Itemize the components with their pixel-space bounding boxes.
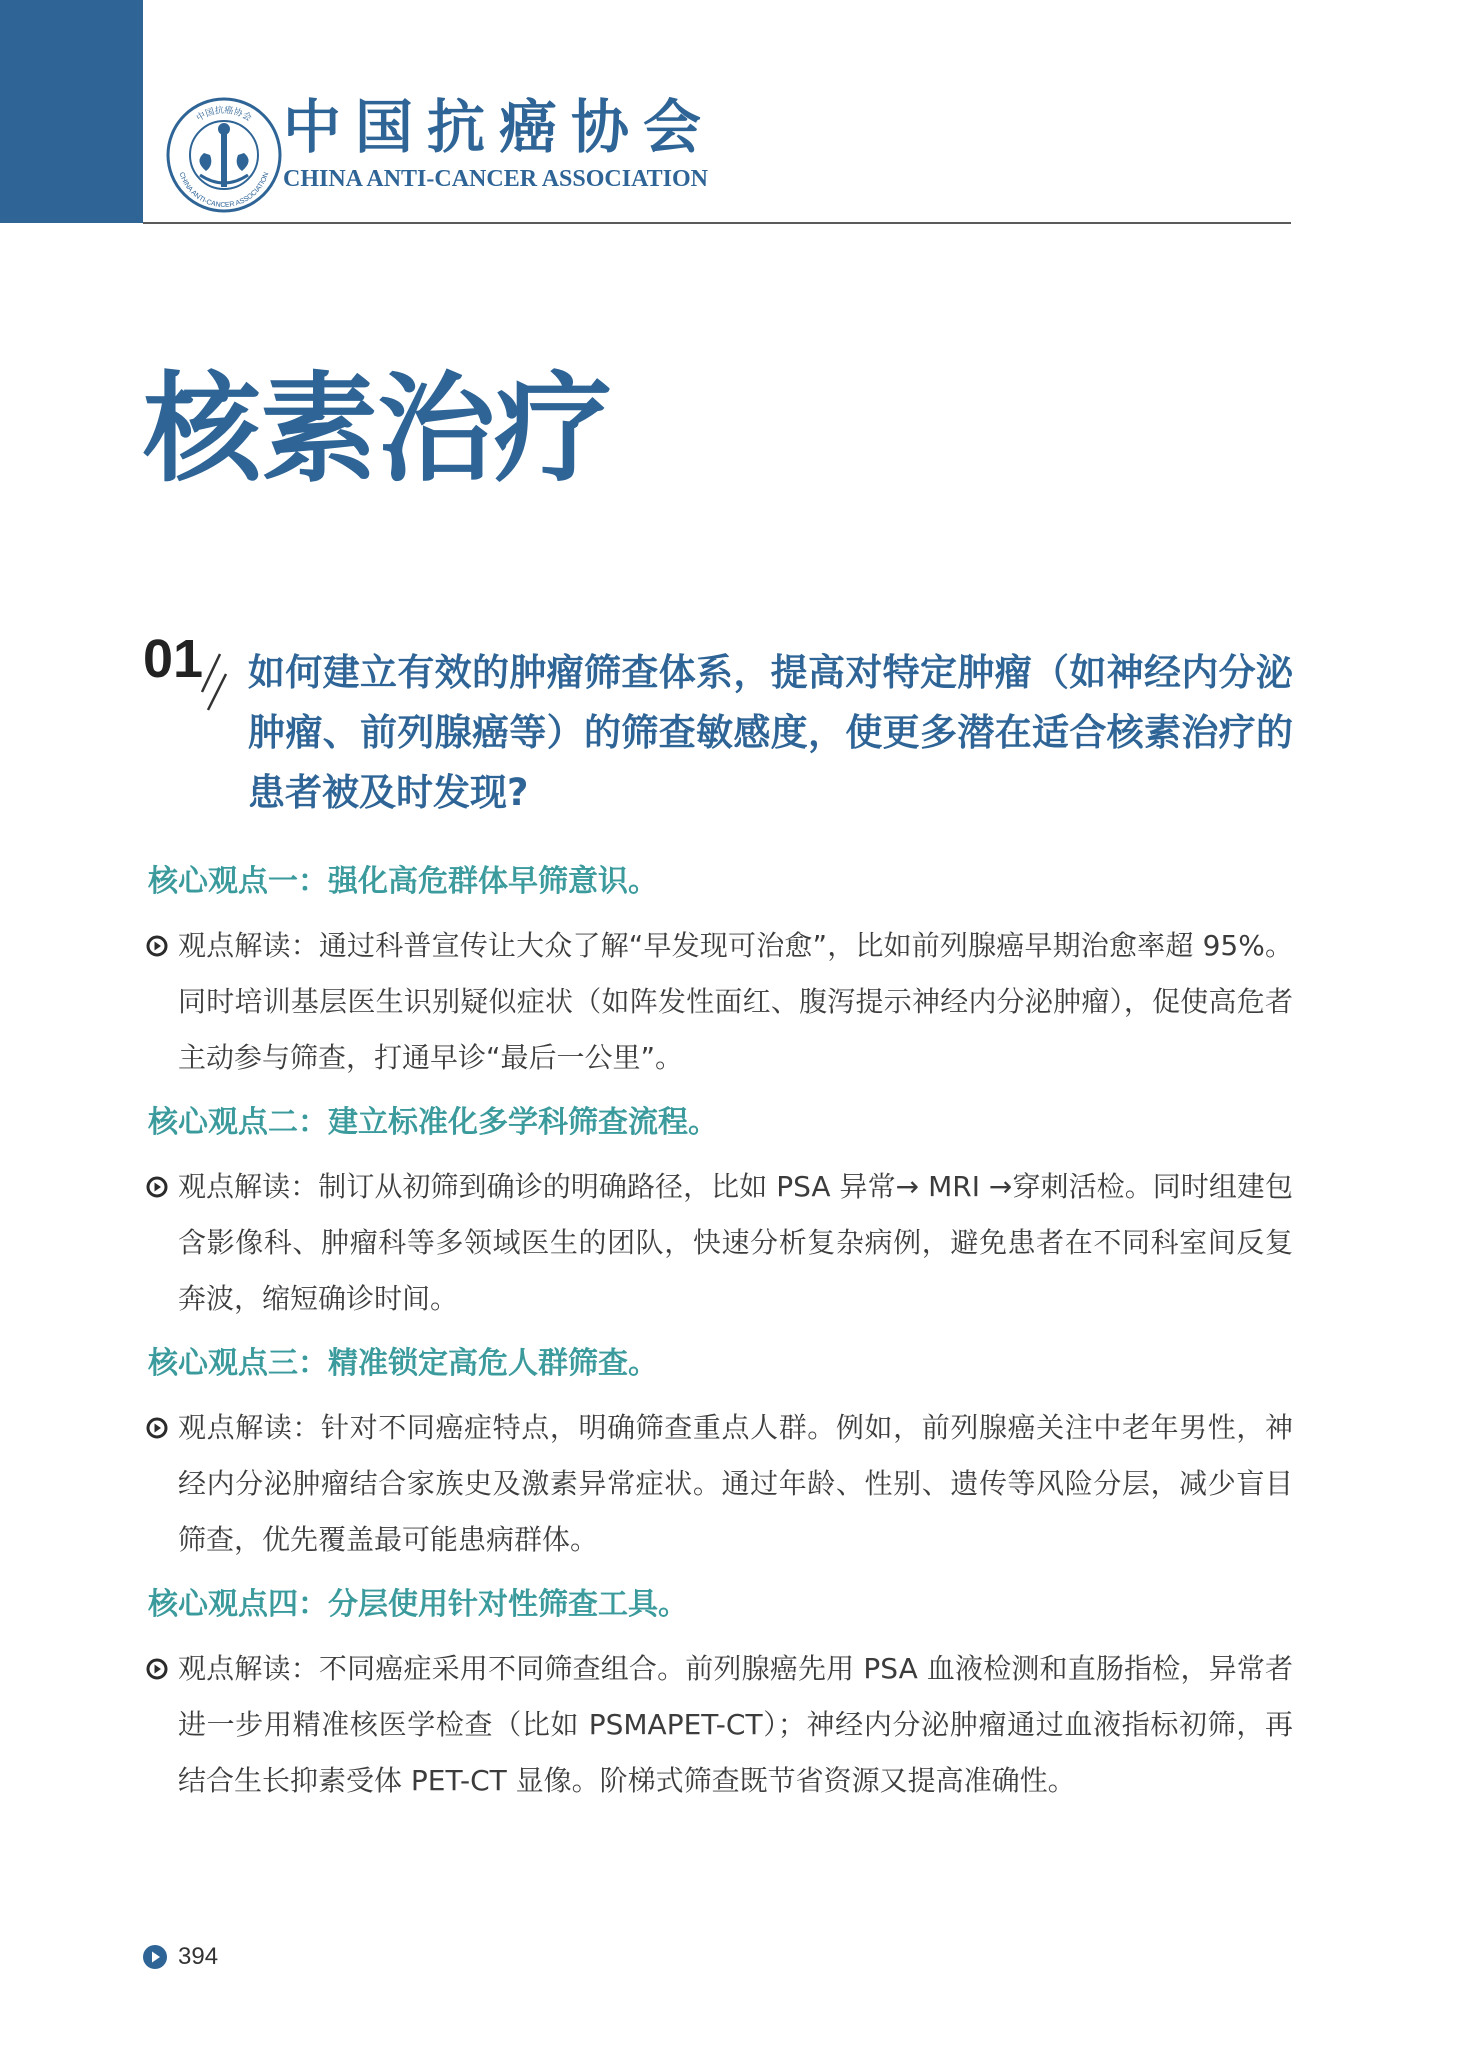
page-number: 394 xyxy=(178,1943,219,1970)
point-body-4: 观点解读：不同癌症采用不同筛查组合。前列腺癌先用 PSA 血液检测和直肠指检，异常者进一步用精准核医学检查（比如 PSMAPET-CT）；神经内分泌肿瘤通过血液指标初筛，再结合生长抑素受体 PET-CT 显像。阶梯式筛查既节省资源又提高准确性。 xyxy=(178,1652,1293,1797)
header-divider xyxy=(143,222,1291,224)
org-name-english: CHINA ANTI-CANCER ASSOCIATION xyxy=(283,166,708,192)
logo-ring-text-bottom: CHINA ANTI-CANCER ASSOCIATION xyxy=(177,171,271,210)
play-bullet-icon xyxy=(146,935,168,957)
point-heading-2: 核心观点二：建立标准化多学科筛查流程。 xyxy=(148,1105,718,1140)
page-number-play-icon xyxy=(142,1944,168,1970)
point-heading-1: 核心观点一：强化高危群体早筛意识。 xyxy=(148,864,658,899)
play-bullet-icon xyxy=(146,1417,168,1439)
question-text: 如何建立有效的肿瘤筛查体系，提高对特定肿瘤（如神经内分泌肿瘤、前列腺癌等）的筛查敏感度，使更多潜在适合核素治疗的患者被及时发现? xyxy=(248,651,1293,814)
point-body-1: 观点解读：通过科普宣传让大众了解“早发现可治愈”，比如前列腺癌早期治愈率超 95%。同时培训基层医生识别疑似症状（如阵发性面红、腹泻提示神经内分泌肿瘤），促使高危者主动参与筛查，打通早诊“最后一公里”。 xyxy=(178,929,1293,1074)
point-body-2: 观点解读：制订从初筛到确诊的明确路径，比如 PSA 异常→ MRI →穿刺活检。同时组建包含影像科、肿瘤科等多领域医生的团队，快速分析复杂病例，避免患者在不同科室间反复奔波，缩短确诊时间。 xyxy=(178,1170,1293,1315)
double-slash-icon xyxy=(198,652,228,712)
question-number: 01 xyxy=(143,629,204,689)
logo-ring-text-top: 中国抗癌协会 xyxy=(195,105,253,124)
header-corner-block xyxy=(0,0,143,223)
page-title: 核素治疗 xyxy=(143,360,612,498)
point-heading-4: 核心观点四：分层使用针对性筛查工具。 xyxy=(148,1587,688,1622)
play-bullet-icon xyxy=(146,1176,168,1198)
cacа-logo-icon xyxy=(164,95,284,215)
point-body-3: 观点解读：针对不同癌症特点，明确筛查重点人群。例如，前列腺癌关注中老年男性，神经内分泌肿瘤结合家族史及激素异常症状。通过年龄、性别、遗传等风险分层，减少盲目筛查，优先覆盖最可能患病群体。 xyxy=(178,1411,1293,1556)
point-heading-3: 核心观点三：精准锁定高危人群筛查。 xyxy=(148,1346,658,1381)
play-bullet-icon xyxy=(146,1658,168,1680)
org-name-chinese: 中国抗癌协会 xyxy=(283,93,716,161)
